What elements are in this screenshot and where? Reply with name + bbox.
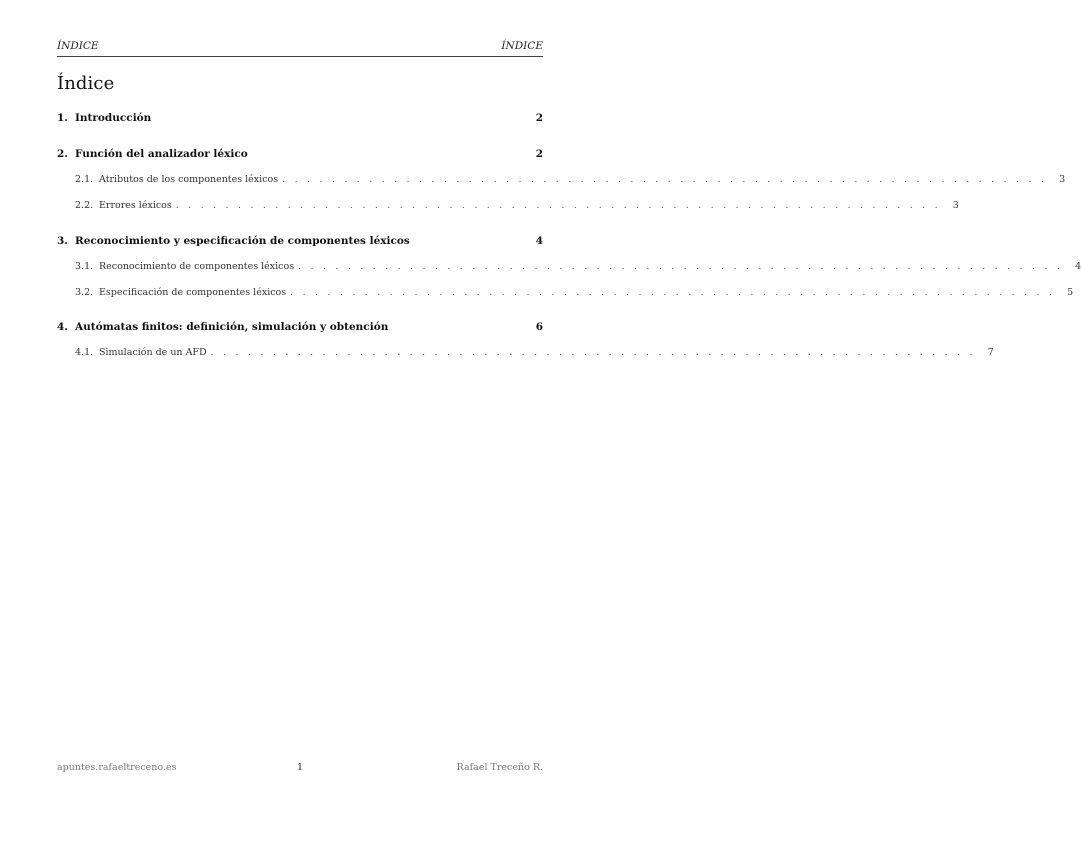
toc-section-3[interactable] [57,235,543,251]
toc-subsection-page: 3 [952,200,959,211]
toc-section-page: 6 [535,321,543,333]
header-rule [57,56,543,57]
toc-leader-dots: . . . . . . . . . . . . . . . . . . . . . . . . . . . . . . . . . . . . . . . . . . . . . . . . . . . . . . . . . . . . . . [290,287,1056,298]
toc-subsection-number: 2.2. [75,200,94,211]
toc-section-page: 2 [535,148,543,160]
toc-section-label: Autómatas finitos: definición, simulación y obtención [75,321,389,333]
toc-section-number: 3. [57,235,68,247]
footer-page-number: 1 [297,762,304,773]
toc-section-label: Reconocimiento y especificación de componentes léxicos [75,235,410,247]
toc-subsection-label: Atributos de los componentes léxicos [99,174,279,185]
running-header [57,40,543,56]
toc-leader-dots: . . . . . . . . . . . . . . . . . . . . . . . . . . . . . . . . . . . . . . . . . . . . . . . . . . . . . . . . . . . . . . [298,261,1064,272]
toc-subsection-page: 5 [1067,287,1074,298]
toc-subsection-3-1[interactable] [75,261,1081,277]
toc-subsection-number: 2.1. [75,174,94,185]
toc-section-4[interactable] [57,321,543,337]
toc-section-number: 2. [57,148,68,160]
toc-section-label: Introducción [75,112,152,124]
toc-subsection-2-2[interactable] [75,200,959,216]
toc-section-number: 4. [57,321,68,333]
toc-section-page: 4 [535,235,543,247]
toc-subsection-number: 4.1. [75,347,94,358]
toc-subsection-3-2[interactable] [75,287,1074,303]
toc-section-1[interactable] [57,112,543,128]
toc-subsection-page: 4 [1075,261,1081,272]
toc-subsection-page: 7 [987,347,994,358]
page-footer [57,762,543,776]
toc-subsection-label: Especificación de componentes léxicos [99,287,287,298]
toc-section-label: Función del analizador léxico [75,148,248,160]
toc-section-2[interactable] [57,148,543,164]
footer-author: Rafael Treceño R. [456,762,543,773]
toc-leader-dots: . . . . . . . . . . . . . . . . . . . . . . . . . . . . . . . . . . . . . . . . . . . . . . . . . . . . . . . . . . . . . . [210,347,976,358]
toc-subsection-number: 3.1. [75,261,94,272]
header-left: ÍNDICE [57,40,99,52]
footer-website: apuntes.rafaeltreceno.es [57,762,177,773]
toc-subsection-4-1[interactable] [75,347,994,363]
header-right: ÍNDICE [501,40,543,52]
toc-leader-dots: . . . . . . . . . . . . . . . . . . . . . . . . . . . . . . . . . . . . . . . . . . . . . . . . . . . . . . . . . . . . . . [282,174,1048,185]
toc-leader-dots: . . . . . . . . . . . . . . . . . . . . . . . . . . . . . . . . . . . . . . . . . . . . . . . . . . . . . . . . . . . . . . [175,200,941,211]
toc-section-page: 2 [535,112,543,124]
toc-subsection-page: 3 [1059,174,1066,185]
toc-subsection-label: Errores léxicos [99,200,172,211]
page-title: Índice [57,73,115,94]
toc-subsection-number: 3.2. [75,287,94,298]
toc-subsection-label: Simulación de un AFD [99,347,207,358]
toc-subsection-2-1[interactable] [75,174,1066,190]
toc-section-number: 1. [57,112,68,124]
toc-subsection-label: Reconocimiento de componentes léxicos [99,261,295,272]
